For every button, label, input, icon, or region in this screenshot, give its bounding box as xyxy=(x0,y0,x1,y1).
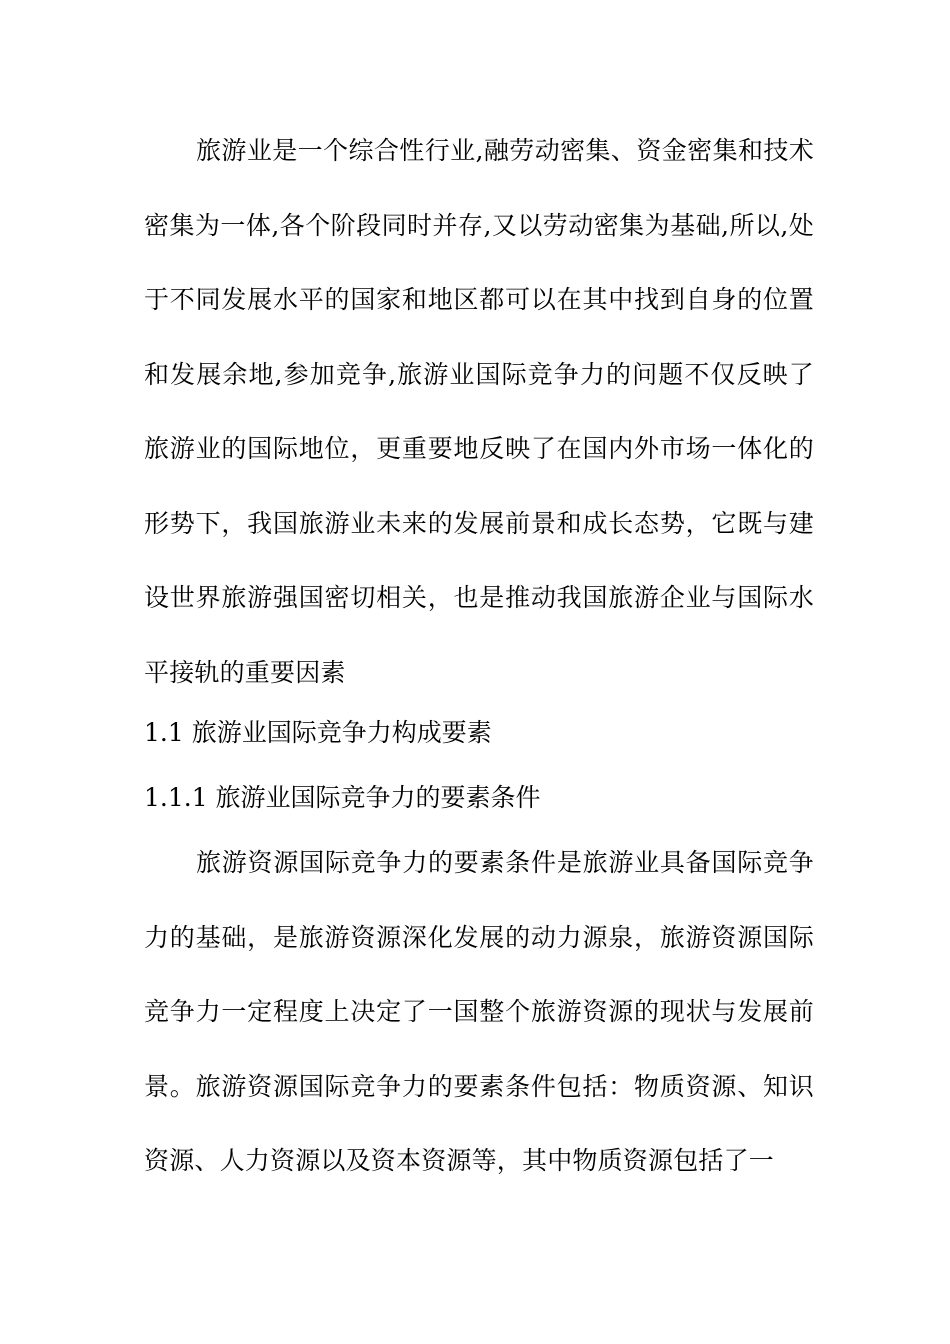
body-paragraph-intro: 旅游业是一个综合性行业,融劳动密集、资金密集和技术密集为一体,各个阶段同时并存,又以劳动密集为基础,所以,处于不同发展水平的国家和地区都可以在其中找到自身的位置和发展余地,参加竞争,旅游业国际竞争力的问题不仅反映了旅游业的国际地位，更重要地反映了在国内外市场一体化的形势下，我国旅游业未来的发展前景和成长态势，它既与建设世界旅游强国密切相关，也是推动我国旅游企业与国际水平接轨的重要因素 xyxy=(144,136,814,687)
section-heading-1-1: 1.1 旅游业国际竞争力构成要素 xyxy=(144,718,492,747)
body-paragraph-elements: 旅游资源国际竞争力的要素条件是旅游业具备国际竞争力的基础，是旅游资源深化发展的动力源泉，旅游资源国际竞争力一定程度上决定了一国整个旅游资源的现状与发展前景。旅游资源国际竞争力的要素条件包括：物质资源、知识资源、人力资源以及资本资源等，其中物质资源包括了一 xyxy=(144,848,814,1175)
subsection-heading-1-1-1: 1.1.1 旅游业国际竞争力的要素条件 xyxy=(144,783,541,812)
